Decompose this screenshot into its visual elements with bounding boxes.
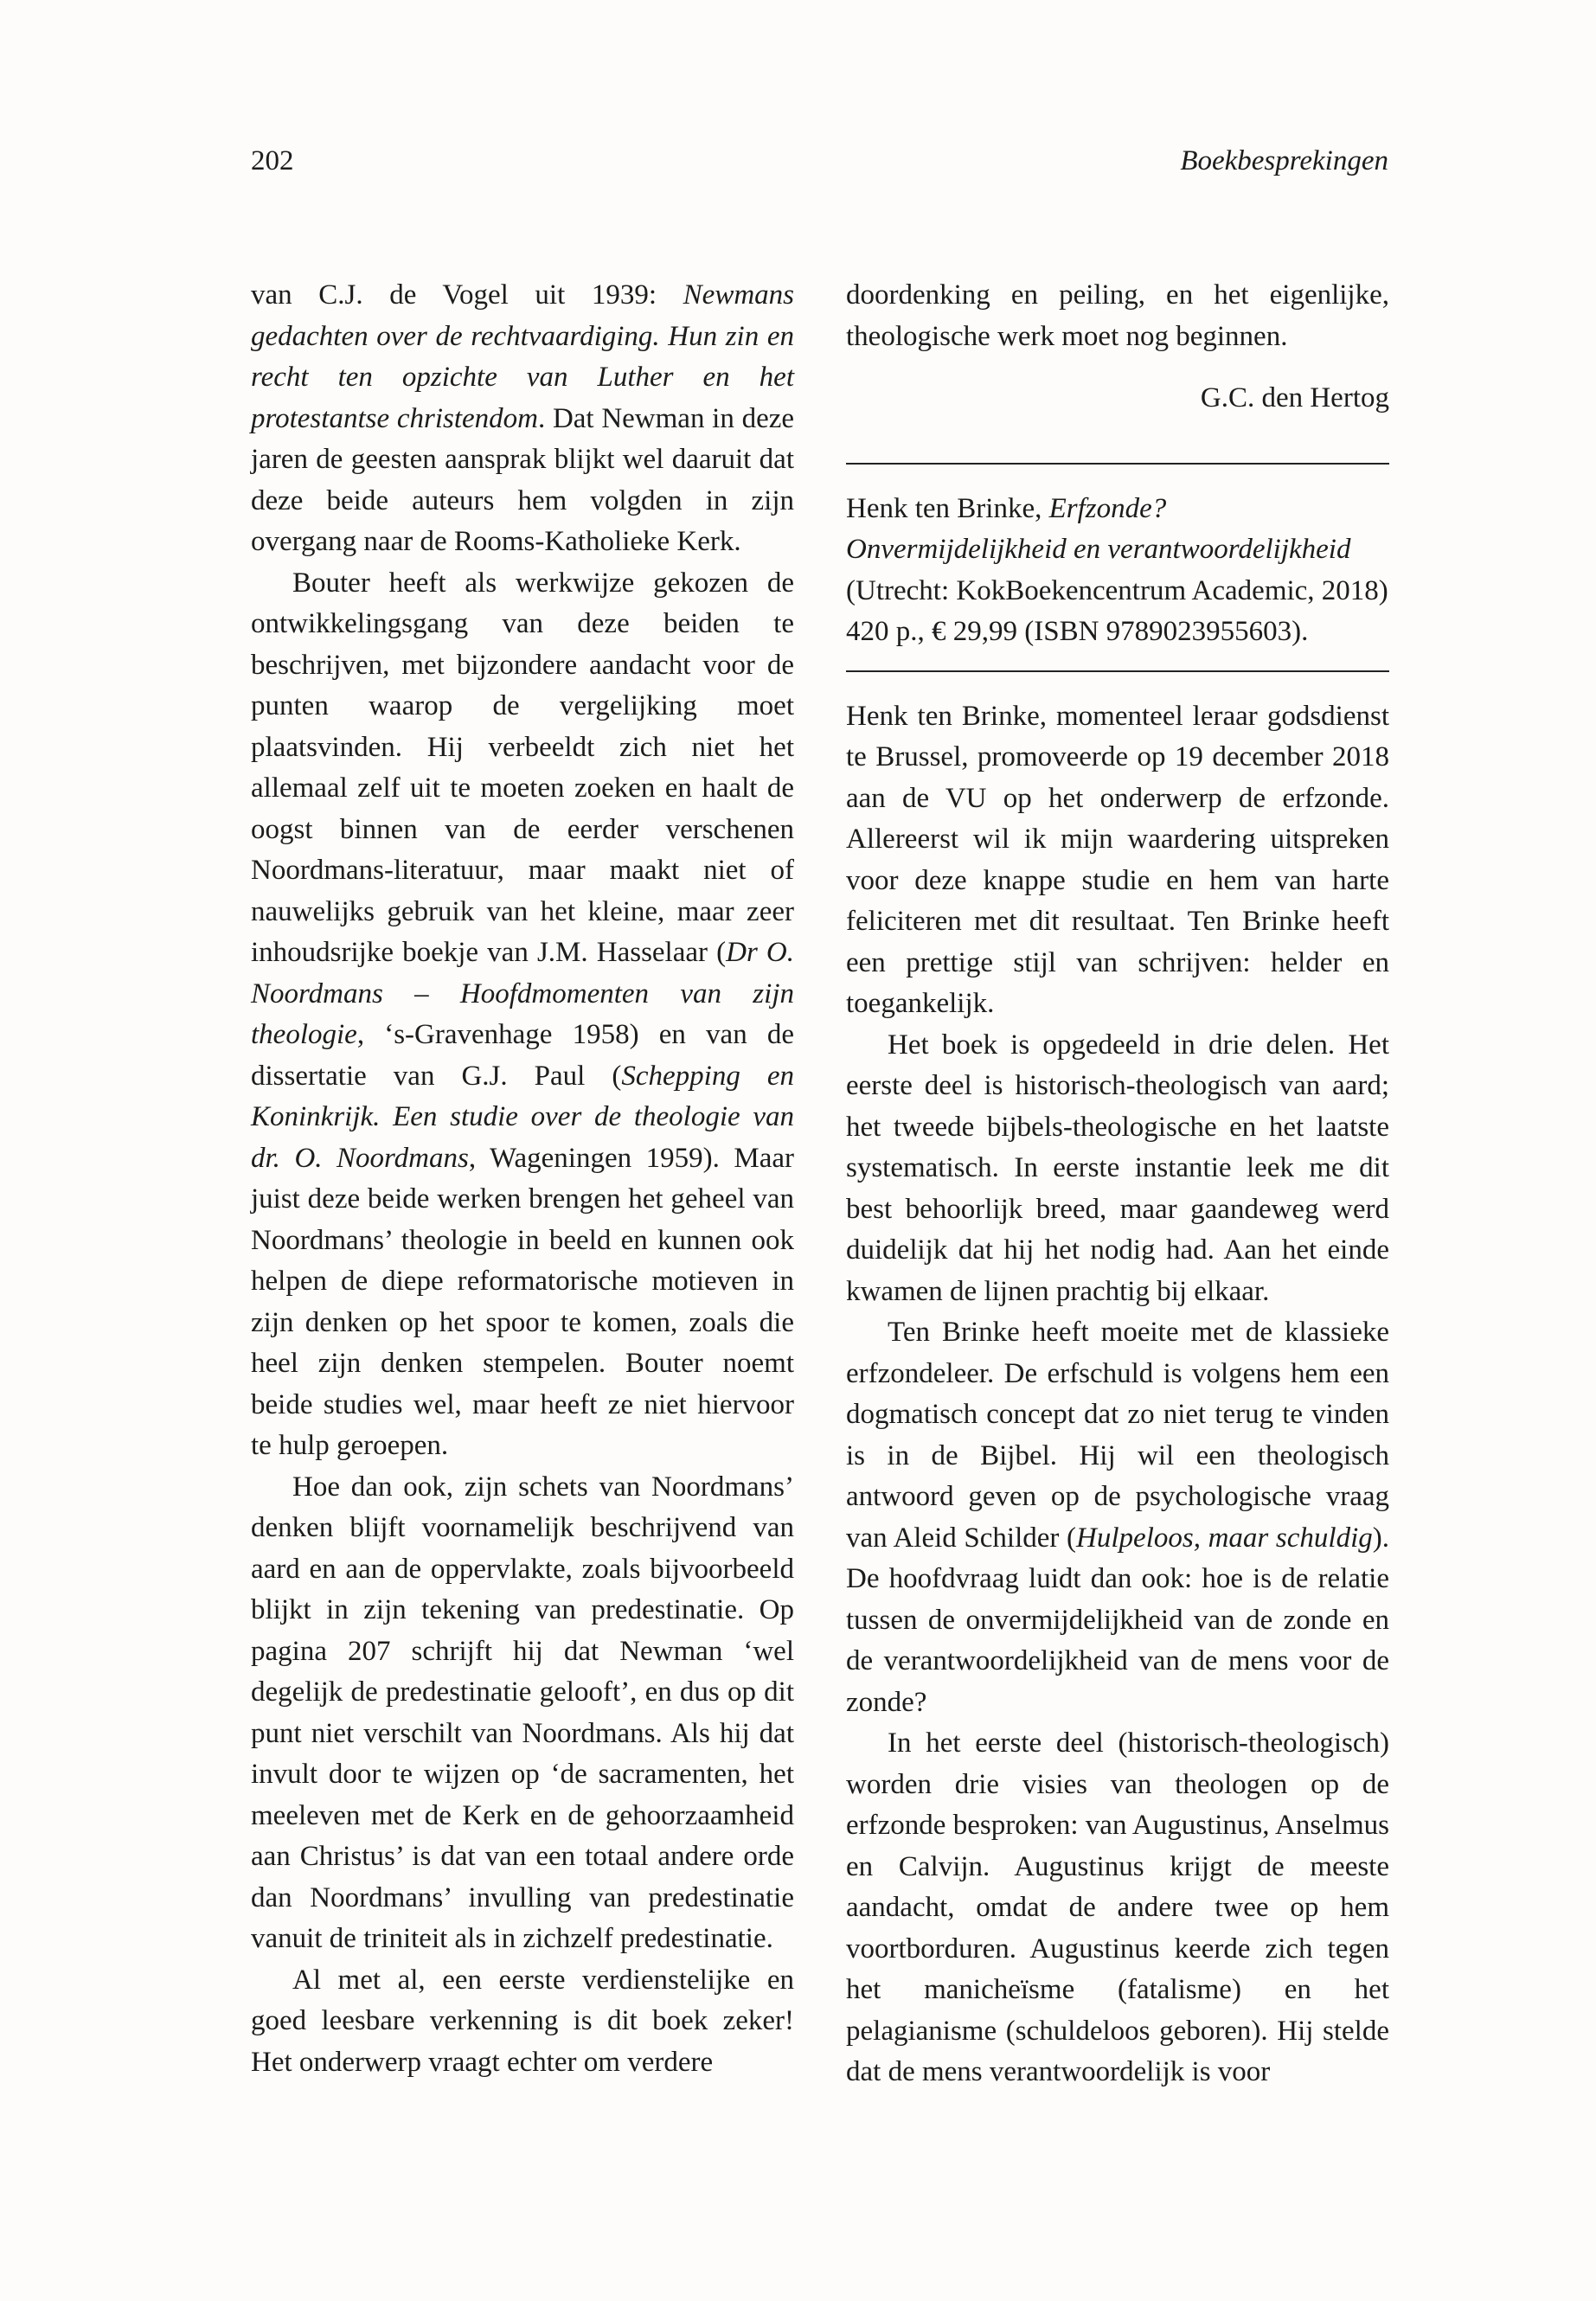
running-head: Boekbesprekingen (1180, 145, 1388, 176)
paragraph: Ten Brinke heeft moeite met de klassieke erfzondeleer. De erfschuld is volgens hem een dogmatisch concept dat zo niet terug te vinden is in de Bijbel. Hij wil een theologisch antwoord geven op de psychologische vraag van Aleid Schilder (Hulpeloos, maar schuldig). De hoofdvraag luidt dan ook: hoe is de relatie tussen de onvermijdelijkheid van de zonde en de verantwoordelijkheid van de mens voor de zonde? (846, 1317, 1389, 1718)
paragraph: Henk ten Brinke, momenteel leraar godsdienst te Brussel, promoveerde op 19 december 2018 aan de VU op het onderwerp de erfzonde. Allereerst wil ik mijn waardering uitspreken voor deze knappe studie en hem van harte feliciteren met dit resultaat. Ten Brinke heeft een prettige stijl van schrijven: helder en toegankelijk. (846, 700, 1389, 1019)
paragraph: In het eerste deel (historisch-theologisch) worden drie visies van theologen op de erfzonde besproken: van Augustinus, Anselmus en Calvijn. Augustinus krijgt de meeste aandacht, omdat de andere twee op hem voortborduren. Augustinus keerde zich tegen het manicheïsme (fatalisme) en het pelagianisme (schuldeloos geboren). Hij stelde dat de mens verantwoordelijk is voor (846, 1727, 1389, 2087)
right-column (846, 275, 1389, 2093)
page-number: 202 (251, 145, 294, 176)
paragraph: van C.J. de Vogel uit 1939: Newmans gedachten over de rechtvaardiging. Hun zin en recht ten opzichte van Luther en het protestantse christendom. Dat Newman in deze jaren de geesten aansprak blijkt wel daaruit dat deze beide auteurs hem volgden in zijn overgang naar de Rooms-Katholieke Kerk. (251, 279, 795, 557)
left-column (251, 275, 794, 2083)
paragraph: Hoe dan ook, zijn schets van Noordmans’ denken blijft voornamelijk beschrijvend van aard en aan de oppervlakte, zoals bijvoorbeeld blijkt in zijn tekening van predestinatie. Op pagina 207 schrijft hij dat Newman ‘wel degelijk de predestinatie gelooft’, en dus op dit punt niet verschilt van Noordmans. Als hij dat invult door te wijzen op ‘de sacramenten, het meeleven met de Kerk en de gehoorzaamheid aan Christus’ is dat van een totaal andere orde dan Noordmans’ invulling van predestinatie vanuit de triniteit als in zichzelf predestinatie. (251, 1471, 794, 1954)
paragraph: doordenking en peiling, en het eigenlijke, theologische werk moet nog beginnen. (846, 279, 1389, 352)
paragraph: Bouter heeft als werkwijze gekozen de ontwikkelingsgang van deze beiden te beschrijven, met bijzondere aandacht voor de punten waarop de vergelijking moet plaatsvinden. Hij verbeeldt zich niet het allemaal zelf uit te moeten zoeken en haalt de oogst binnen van de eerder verschenen Noordmans-literatuur, maar maakt niet of nauwelijks gebruik van het kleine, maar zeer inhoudsrijke boekje van J.M. Hasselaar (Dr O. Noordmans – Hoofdmomenten van zijn theologie, ‘s-Gravenhage 1958) en van de dissertatie van G.J. Paul (Schepping en Koninkrijk. Een studie over de theologie van dr. O. Noordmans, Wageningen 1959). Maar juist deze beide werken brengen het geheel van Noordmans’ theologie in beeld en kunnen ook helpen de diepe reformatorische motieven in zijn denken op het spoor te komen, zoals die heel zijn denken stempelen. Bouter noemt beide studies wel, maar heeft ze niet hiervoor te hulp geroepen. (251, 567, 794, 1461)
bibliographic-entry: Henk ten Brinke, Erfzonde? Onvermijdelijkheid en verantwoordelijkheid (Utrecht: KokBoekencentrum Academic, 2018) 420 p., € 29,99 (ISBN 9789023955603). (846, 492, 1388, 647)
reviewer-signature: G.C. den Hertog (1200, 382, 1389, 413)
divider (846, 670, 1389, 672)
paragraph: Het boek is opgedeeld in drie delen. Het eerste deel is historisch-theologisch van aard; het tweede bijbels-theologische en het laatste systematisch. In eerste instantie leek me dit best behoorlijk breed, maar gaandeweg werd duidelijk dat hij het nodig had. Aan het einde kwamen de lijnen prachtig bij elkaar. (846, 1029, 1389, 1307)
page-header (251, 145, 1388, 197)
divider (846, 463, 1389, 465)
paragraph: Al met al, een eerste verdienstelijke en goed leesbare verkenning is dit boek zeker! Het onderwerp vraagt echter om verdere (251, 1964, 794, 2078)
